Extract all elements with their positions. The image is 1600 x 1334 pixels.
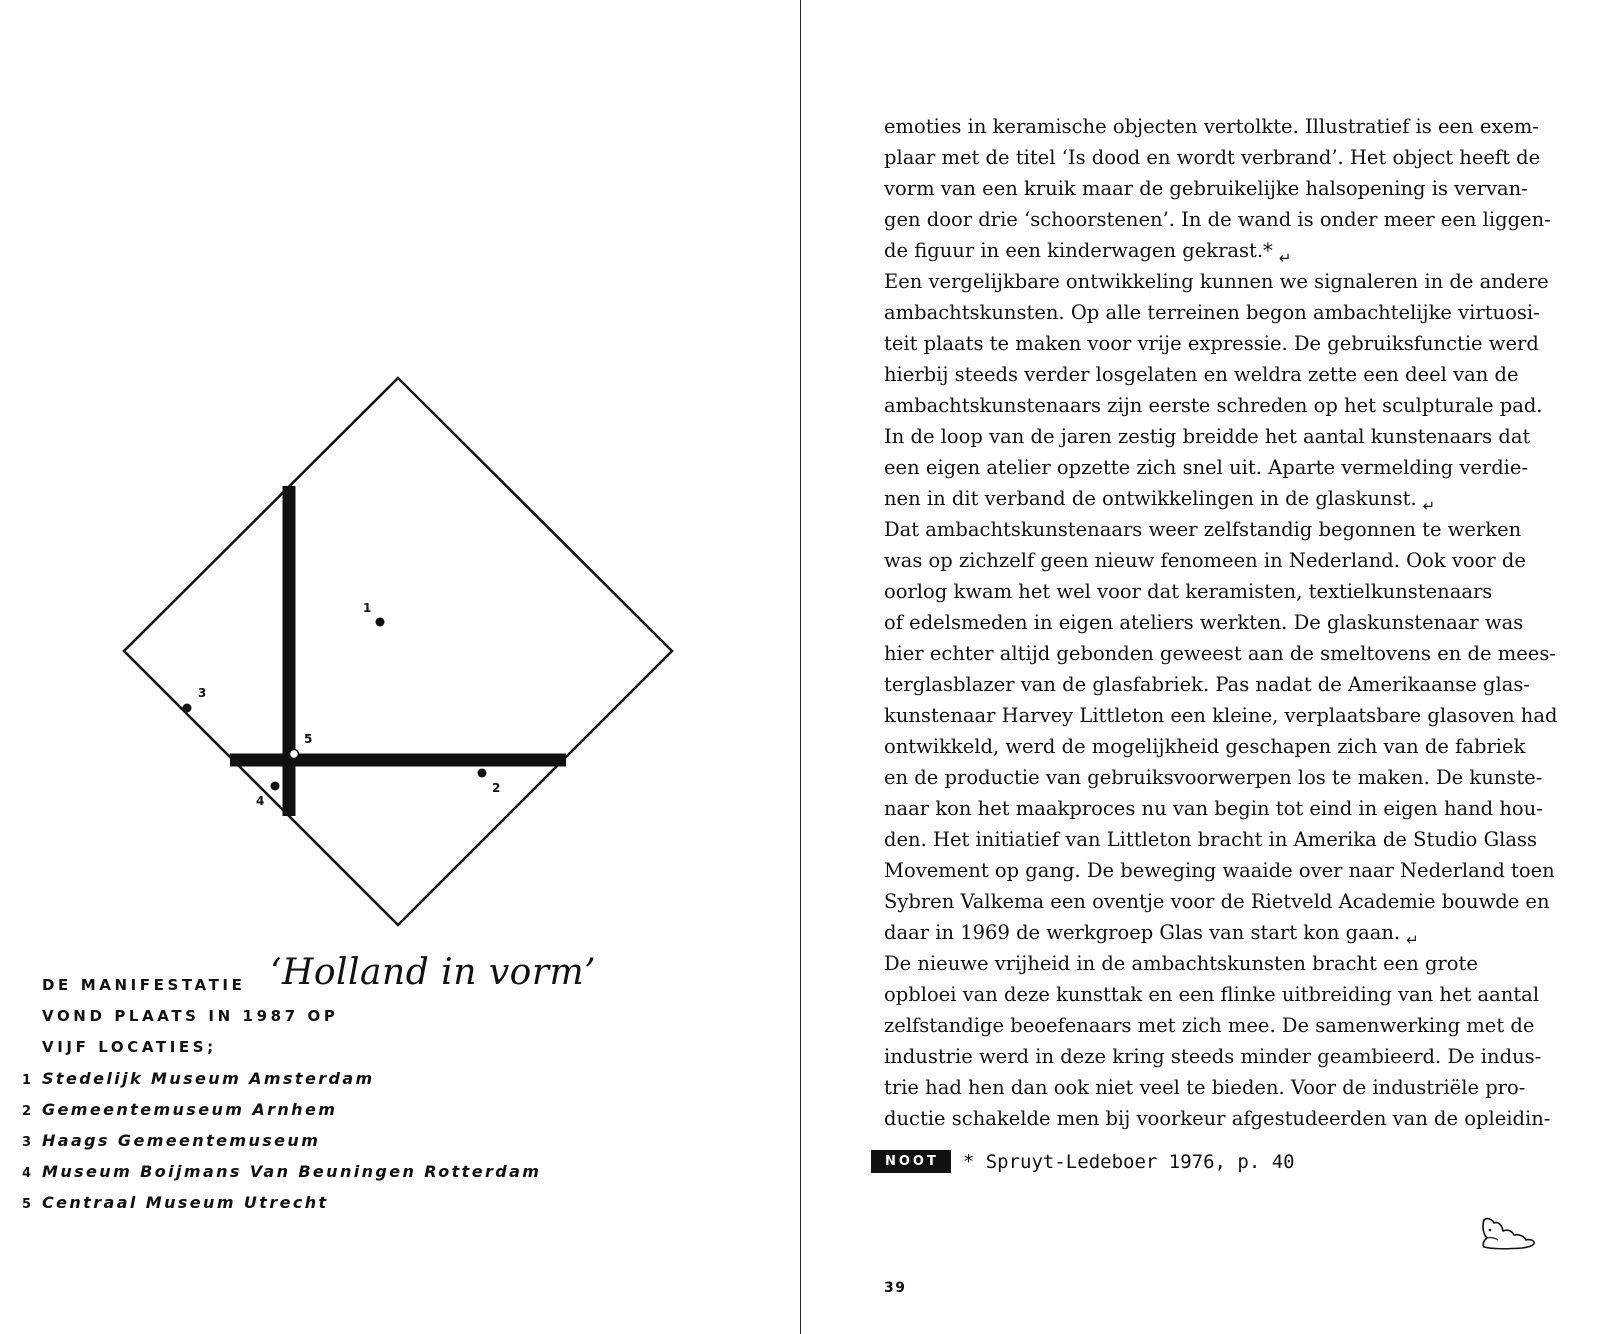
text-line: daar in 1969 de werkgroep Glas van start kon gaan. $_↵$	[884, 921, 1419, 949]
text-line: was op zichzelf geen nieuw fenomeen in Nederland. Ook voor de	[884, 549, 1526, 572]
caption-line-1: DE MANIFESTATIE	[42, 976, 246, 994]
location-number: 2	[22, 1104, 32, 1119]
diagram-caption	[22, 952, 597, 1218]
text-line: vorm van een kruik maar de gebruikelijke halsopening is vervan-	[884, 177, 1528, 200]
location-dot-5	[290, 750, 299, 759]
text-line: hierbij steeds verder losgelaten en weldra zette een deel van de	[884, 363, 1519, 386]
list-item	[22, 1156, 582, 1187]
text-line: industrie werd in deze kring steeds minder geambieerd. De indus-	[884, 1045, 1542, 1068]
text-line: Dat ambachtskunstenaars weer zelfstandig begonnen te werken	[884, 518, 1522, 541]
footnote	[871, 1150, 1295, 1176]
text-line: zelfstandige beoefenaars met zich mee. De samenwerking met de	[884, 1014, 1535, 1037]
text-line: De nieuwe vrijheid in de ambachtskunsten bracht een grote	[884, 952, 1478, 975]
text-line: en de productie van gebruiksvoorwerpen los te maken. De kunste-	[884, 766, 1543, 789]
text-line: ontwikkeld, werd de mogelijkheid geschapen zich van de fabriek	[884, 735, 1526, 758]
text-line: teit plaats te maken voor vrije expressie. De gebruiksfunctie werd	[884, 332, 1539, 355]
list-item	[22, 1063, 582, 1094]
body-text	[884, 111, 1574, 1134]
location-number: 4	[22, 1166, 32, 1181]
location-name: Gemeentemuseum Arnhem	[42, 1100, 338, 1119]
caption-line-2: VOND PLAATS IN 1987 OP	[42, 1007, 339, 1025]
text-line: ductie schakelde men bij voorkeur afgestudeerden van de opleidin-	[884, 1107, 1551, 1130]
text-line: kunstenaar Harvey Littleton een kleine, verplaatsbare glasoven had	[884, 704, 1558, 727]
text-line: of edelsmeden in eigen ateliers werkten. De glaskunstenaar was	[884, 611, 1524, 634]
text-line: trie had hen dan ook niet veel te bieden. Voor de industriële pro-	[884, 1076, 1526, 1099]
diamond-outline	[124, 378, 672, 925]
location-number: 3	[22, 1135, 32, 1150]
location-name: Museum Boijmans Van Beuningen Rotterdam	[42, 1162, 542, 1181]
text-line: een eigen atelier opzette zich snel uit. Aparte vermelding verdie-	[884, 456, 1529, 479]
text-line: ambachtskunstenaars zijn eerste schreden op het sculpturale pad.	[884, 394, 1543, 417]
page-gutter-divider	[800, 0, 801, 1334]
text-line: den. Het initiatief van Littleton bracht in Amerika de Studio Glass	[884, 828, 1538, 851]
locations-diagram	[0, 0, 800, 940]
note-text: * Spruyt-Ledeboer 1976, p. 40	[962, 1150, 1295, 1173]
location-name: Stedelijk Museum Amsterdam	[42, 1069, 375, 1088]
exhibition-title: ‘Holland in vorm’	[270, 952, 597, 993]
location-dot-3	[183, 704, 192, 713]
text-line: de figuur in een kinderwagen gekrast.* $_↵$	[884, 239, 1292, 267]
text-line: In de loop van de jaren zestig breidde het aantal kunstenaars dat	[884, 425, 1531, 448]
location-dot-1	[376, 618, 385, 627]
diagram-label-3: 3	[198, 686, 207, 700]
text-line: Sybren Valkema een oventje voor de Rietveld Academie bouwde en	[884, 890, 1550, 913]
rabbit-logo-icon	[1478, 1216, 1538, 1252]
list-item	[22, 1187, 582, 1218]
location-number: 1	[22, 1073, 32, 1088]
text-line: terglasblazer van de glasfabriek. Pas nadat de Amerikaanse glas-	[884, 673, 1530, 696]
location-dot-4	[271, 782, 280, 791]
text-line: opbloei van deze kunsttak en een flinke uitbreiding van het aantal	[884, 983, 1540, 1006]
text-line: gen door drie ‘schoorstenen’. In de wand is onder meer een liggen-	[884, 208, 1551, 231]
paragraph-return-icon: ↵	[1422, 497, 1436, 515]
diagram-label-1: 1	[363, 601, 372, 615]
text-line: Een vergelijkbare ontwikkeling kunnen we signaleren in de andere	[884, 270, 1549, 293]
location-name: Centraal Museum Utrecht	[42, 1193, 329, 1212]
list-item	[22, 1094, 582, 1125]
diagram-label-4: 4	[256, 794, 265, 808]
text-line: emoties in keramische objecten vertolkte. Illustratief is een exem-	[884, 115, 1539, 138]
text-line: ambachtskunsten. Op alle terreinen begon ambachtelijke virtuosi-	[884, 301, 1540, 324]
diagram-label-2: 2	[492, 781, 501, 795]
list-item	[22, 1125, 582, 1156]
note-label: NOOT	[871, 1150, 951, 1173]
location-number: 5	[22, 1197, 32, 1212]
paragraph-return-icon: ↵	[1406, 931, 1419, 949]
caption-line-3: VIJF LOCATIES;	[42, 1038, 217, 1056]
paragraph-return-icon: ↵	[1278, 249, 1292, 267]
location-dot-2	[478, 769, 487, 778]
text-line: oorlog kwam het wel voor dat keramisten, textielkunstenaars	[884, 580, 1493, 603]
text-line: Movement op gang. De beweging waaide over naar Nederland toen	[884, 859, 1555, 882]
text-line: naar kon het maakproces nu van begin tot eind in eigen hand hou-	[884, 797, 1543, 820]
location-list	[22, 1063, 582, 1218]
location-name: Haags Gemeentemuseum	[42, 1131, 321, 1150]
text-line: nen in dit verband de ontwikkelingen in de glaskunst. $_↵$	[884, 487, 1436, 515]
text-line: hier echter altijd gebonden geweest aan de smeltovens en de mees-	[884, 642, 1556, 665]
diagram-label-5: 5	[304, 732, 313, 746]
page-number: 39	[884, 1280, 907, 1296]
text-line: plaar met de titel ‘Is dood en wordt verbrand’. Het object heeft de	[884, 146, 1541, 169]
